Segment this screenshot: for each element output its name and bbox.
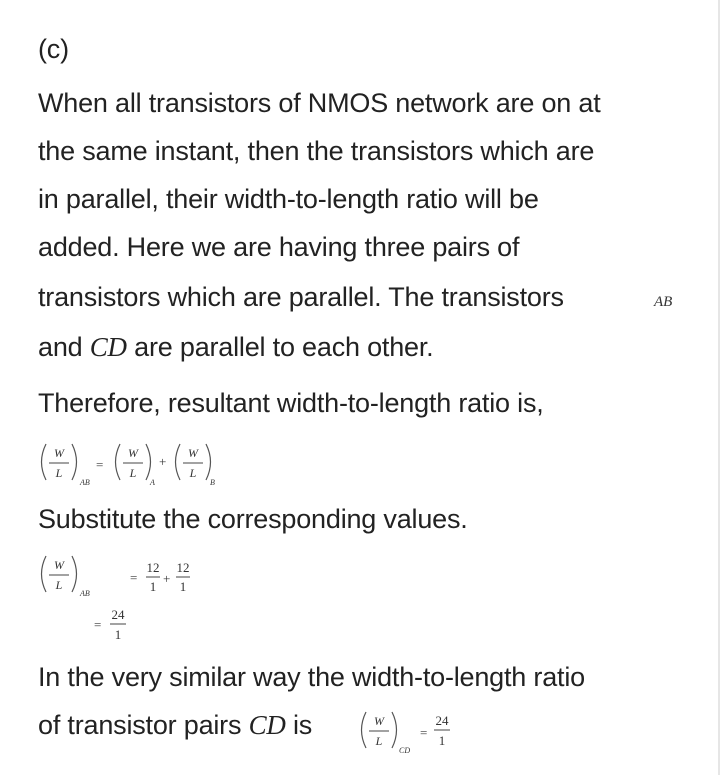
eq4-sub-cd: CD — [399, 746, 411, 755]
eq1-sub-b: B — [210, 478, 215, 487]
eq4-num: 24 — [435, 713, 449, 728]
eq2-num-2: 12 — [176, 560, 190, 575]
eq1-l-3: L — [189, 466, 197, 480]
inline-subscript-ab: AB — [654, 294, 673, 310]
paragraph-line-6: and CD are parallel to each other. — [38, 332, 434, 362]
therefore-line: Therefore, resultant width-to-length ratio is, — [38, 388, 544, 418]
eq2-sub-ab: AB — [80, 589, 90, 598]
eq3-den: 1 — [114, 627, 122, 642]
eq1-plus: + — [159, 454, 167, 469]
similar-line-2: of transistor pairs CD is — [38, 710, 313, 740]
eq1-sub-ab: AB — [80, 478, 90, 487]
eq4-w: W — [374, 714, 384, 728]
eq3-num: 24 — [111, 607, 125, 622]
eq1-l-2: L — [129, 466, 137, 480]
eq1-w-3: W — [188, 446, 198, 460]
eq2-plus: + — [163, 571, 171, 586]
eq2-num-1: 12 — [146, 560, 160, 575]
eq2-den-2: 1 — [179, 579, 187, 594]
equation-sum-ratios — [36, 438, 236, 488]
eq1-w-1: W — [54, 446, 64, 460]
eq1-w-2: W — [128, 446, 138, 460]
paragraph-line-1: When all transistors of NMOS network are on at — [38, 88, 601, 118]
paragraph-line-2: the same instant, then the transistors which are — [38, 136, 595, 166]
equation-result — [90, 602, 140, 648]
part-label: (c) — [38, 34, 69, 64]
paragraph-line-4: added. Here we are having three pairs of — [38, 232, 520, 262]
substitute-line: Substitute the corresponding values. — [38, 504, 468, 534]
equation-substitution — [36, 552, 190, 602]
eq1-equals: = — [96, 457, 104, 472]
eq3-equals: = — [94, 617, 102, 632]
similar-line-1: In the very similar way the width-to-length ratio — [38, 662, 585, 692]
eq2-equals: = — [130, 570, 138, 585]
eq1-l-1: L — [55, 466, 63, 480]
paragraph-line-3: in parallel, their width-to-length ratio will be — [38, 184, 539, 214]
paragraph-line-5: transistors which are parallel. The transistors — [38, 282, 564, 312]
eq2-w: W — [54, 558, 64, 572]
eq4-l: L — [375, 734, 383, 748]
eq4-den: 1 — [438, 733, 446, 748]
eq2-l: L — [55, 578, 63, 592]
eq2-den-1: 1 — [149, 579, 157, 594]
eq4-equals: = — [420, 725, 428, 740]
equation-cd-ratio — [356, 706, 460, 756]
eq1-sub-a: A — [150, 478, 155, 487]
